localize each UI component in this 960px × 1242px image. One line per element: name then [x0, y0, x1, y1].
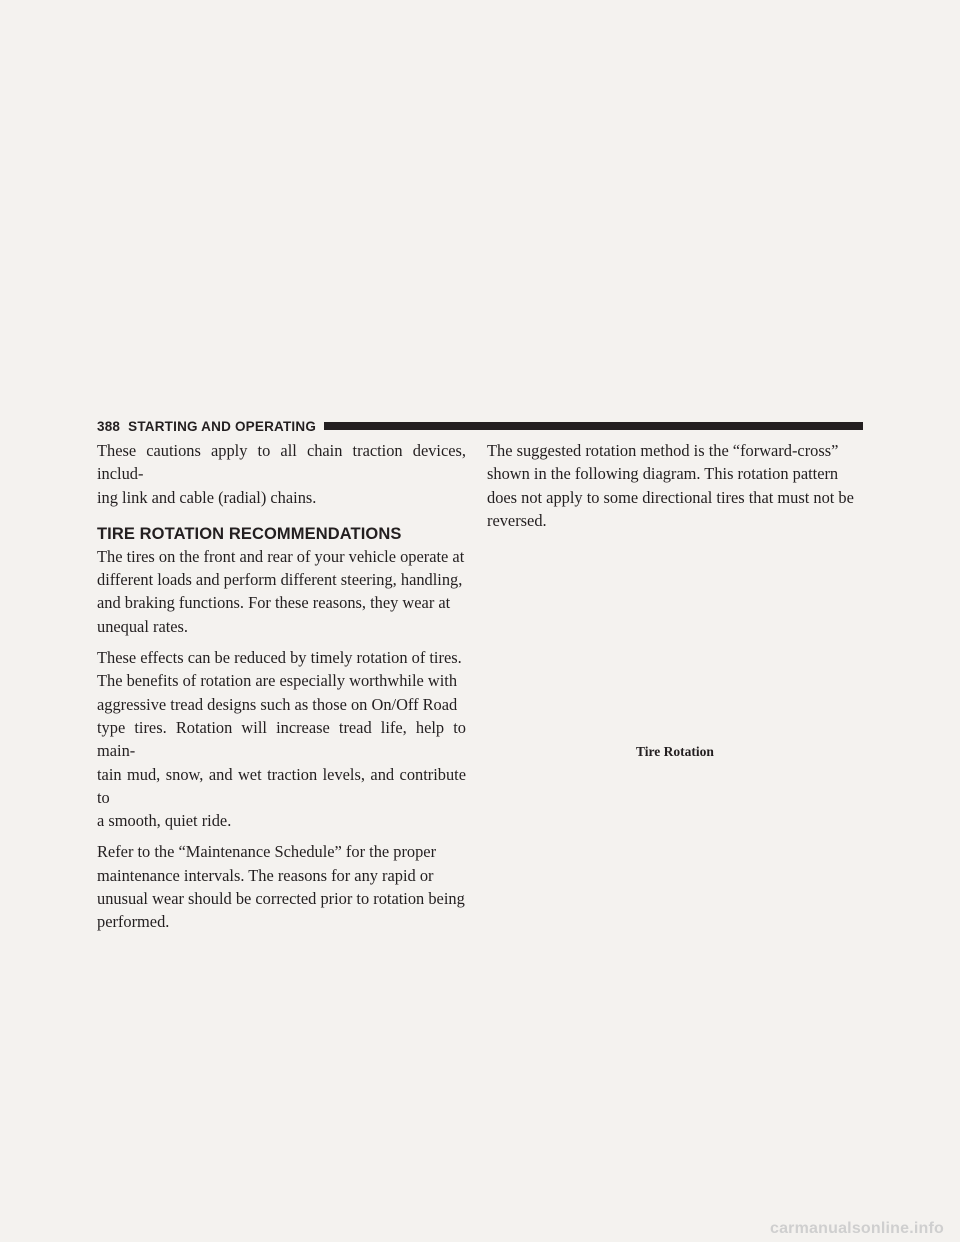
section-heading: TIRE ROTATION RECOMMENDATIONS	[97, 524, 402, 543]
chain-cautions-paragraph: These cautions apply to all chain traction devices, includ- ing link and cable (radial) chains.	[97, 441, 466, 507]
maintenance-paragraph: Refer to the “Maintenance Schedule” for the proper maintenance intervals. The reasons for any rapid or unusual wear should be corrected prior to rotation being performed.	[97, 842, 465, 932]
page-header	[97, 418, 863, 434]
rotation-benefits-paragraph: These effects can be reduced by timely rotation of tires. The benefits of rotation are especially worthwhile with aggressive tread designs such as those on On/Off Road type tires. Rotation will increase tread life, help to main- tain mud, snow, and wet traction levels, and contribute to a smooth, quiet ride.	[97, 648, 466, 831]
page-number: 388	[97, 418, 121, 434]
figure-caption: Tire Rotation	[636, 744, 714, 759]
rotation-method-paragraph: The suggested rotation method is the “forward-cross” shown in the following diagram. This rotation pattern does not apply to some directional tires that must not be reversed.	[487, 441, 854, 530]
rotation-intro-paragraph: The tires on the front and rear of your vehicle operate at different loads and perform different steering, handling, and braking functions. For these reasons, they wear at unequal rates.	[97, 546, 465, 636]
tire-rotation-figure	[487, 540, 863, 735]
watermark: carmanualsonline.info	[769, 1220, 944, 1237]
header-rule	[324, 422, 863, 430]
section-title: STARTING AND OPERATING	[128, 418, 317, 434]
left-column	[97, 439, 466, 942]
right-column	[487, 439, 863, 540]
